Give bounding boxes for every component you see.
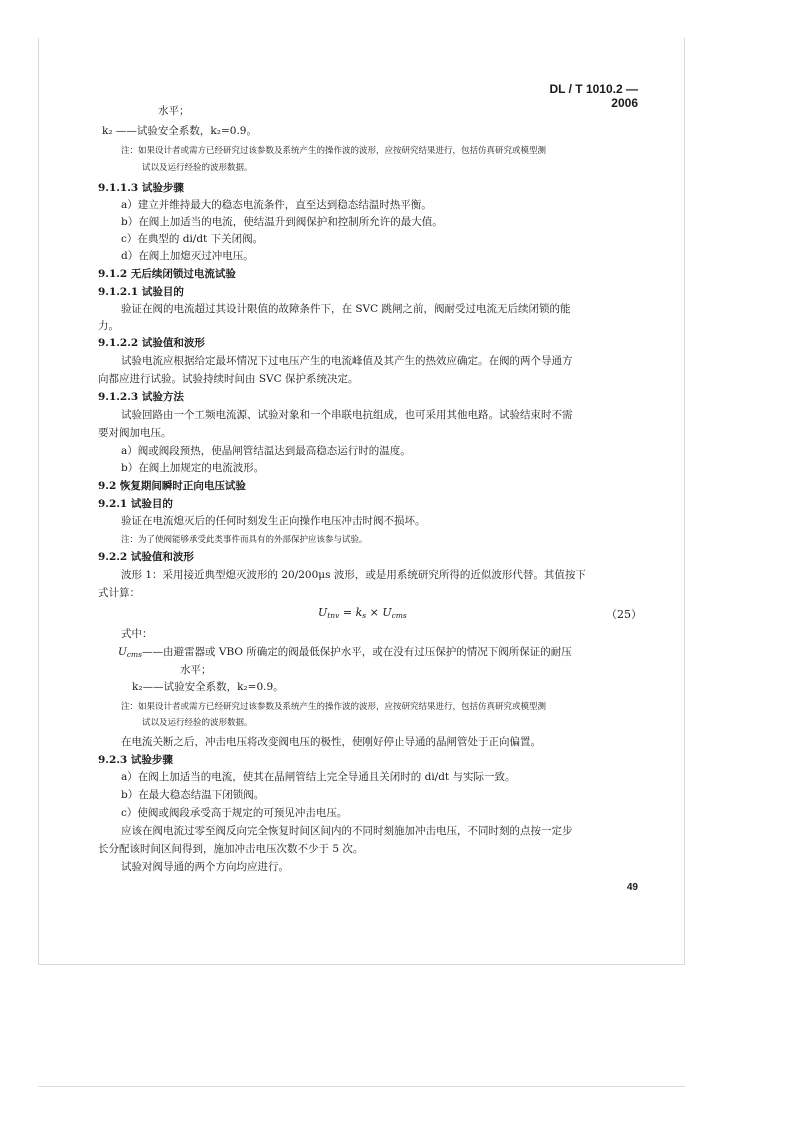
definition-line: k₂——试验安全系数，k₂=0.9。 (132, 681, 284, 693)
note-line: 注：为了使阀能够承受此类事件而具有的外部保护应该参与试验。 (121, 535, 368, 545)
text-line: k₂ ——试验安全系数，k₂=0.9。 (102, 125, 257, 137)
page-border-left (38, 38, 39, 964)
section-heading: 9.1.2 无后续闭锁过电流试验 (98, 268, 236, 280)
paragraph-line: 试验电流应根据给定最坏情况下过电压产生的电流峰值及其产生的热效应确定。在阀的两个导通方 (121, 355, 573, 367)
list-item: b）在阀上加适当的电流，使结温升到阀保护和控制所允许的最大值。 (121, 216, 443, 228)
paragraph-line: 向都应进行试验。试验持续时间由 SVC 保护系统决定。 (98, 373, 359, 385)
equation-k-subscript: s (362, 611, 367, 620)
page-border-right (684, 38, 685, 964)
list-item: a）阀或阀段预热，使晶闸管结温达到最高稳态运行时的温度。 (121, 445, 411, 457)
paragraph-line: 波形 1：采用接近典型熄灭波形的 20/200μs 波形，或是用系统研究所得的近似波形代替。其值按下 (121, 569, 586, 581)
paragraph-line: 应该在阀电流过零至阀反向完全恢复时间区间内的不同时刻施加冲击电压，不同时刻的点按一定步 (121, 825, 573, 837)
section-heading: 9.1.2.1 试验目的 (98, 286, 184, 298)
note-line: 试以及运行经验的波形数据。 (142, 718, 253, 728)
paragraph-line: 水平； (180, 664, 212, 676)
equation-operator: = k (339, 606, 363, 619)
list-item: b）在阀上加规定的电流波形。 (121, 462, 265, 474)
list-item: d）在阀上加熄灭过冲电压。 (121, 250, 254, 262)
paragraph-line: 试验对阀导通的两个方向均应进行。 (121, 861, 289, 873)
list-item: c）在典型的 di/dt 下关闭阀。 (121, 233, 264, 245)
equation-times: × U (366, 606, 392, 619)
document-id-header: DL / T 1010.2 — 2006 (549, 82, 638, 110)
list-item: a）在阀上加适当的电流，使其在晶闸管结上完全导通且关闭时的 di/dt 与实际一致。 (121, 771, 516, 783)
list-item: c）使阀或阀段承受高于规定的可预见冲击电压。 (121, 807, 348, 819)
section-heading: 9.2.1 试验目的 (98, 498, 173, 510)
definition-text: ——由避雷器或 VBO 所确定的阀最低保护水平，或在没有过压保护的情况下阀所保证的耐压 (142, 646, 572, 658)
paragraph-line: 力。 (98, 320, 119, 332)
note-line: 注：如果设计者或需方已经研究过该参数及系统产生的操作波的波形，应按研究结果进行，包括仿真研究或模型测 (121, 146, 547, 156)
page-border-bottom (38, 964, 685, 965)
definition-line (118, 645, 572, 662)
note-line: 注：如果设计者或需方已经研究过该参数及系统产生的操作波的波形，应按研究结果进行，包括仿真研究或模型测 (121, 702, 547, 712)
paragraph-line: 长分配该时间区间得到，施加冲击电压次数不少于 5 次。 (98, 843, 364, 855)
section-heading: 9.1.1.3 试验步骤 (98, 182, 184, 194)
page-number: 49 (626, 882, 638, 893)
paragraph-line: 验证在电流熄灭后的任何时刻发生正向操作电压冲击时阀不损坏。 (121, 515, 426, 527)
equation-lhs-subscript: tnv (327, 611, 340, 620)
section-heading: 9.1.2.3 试验方法 (98, 391, 184, 403)
section-heading: 9.2 恢复期间瞬时正向电压试验 (98, 480, 246, 492)
note-line: 试以及运行经验的波形数据。 (142, 163, 253, 173)
lower-divider (38, 1086, 685, 1087)
symbol-u-subscript: cms (126, 650, 143, 659)
list-item: a）建立并维持最大的稳态电流条件，直至达到稳态结温时热平衡。 (121, 199, 432, 211)
equation-25 (318, 606, 407, 620)
section-heading: 9.1.2.2 试验值和波形 (98, 337, 205, 349)
equation-number: （25） (606, 608, 642, 621)
paragraph-line: 验证在阀的电流超过其设计限值的故障条件下，在 SVC 跳闸之前，阀耐受过电流无后续闭锁的能 (121, 303, 571, 315)
symbol-u: U (118, 646, 127, 658)
list-item: b）在最大稳态结温下闭锁阀。 (121, 789, 265, 801)
section-heading: 9.2.3 试验步骤 (98, 754, 173, 766)
paragraph-line: 式计算： (98, 587, 140, 599)
paragraph-line: 试验回路由一个工频电流源、试验对象和一个串联电抗组成，也可采用其他电路。试验结束时不需 (121, 409, 573, 421)
paragraph-line: 在电流关断之后，冲击电压将改变阀电压的极性，使刚好停止导通的晶闸管处于正向偏置。 (121, 736, 541, 748)
paragraph-line: 要对阀加电压。 (98, 427, 172, 439)
paragraph-line: 式中： (121, 628, 153, 640)
equation-rhs-subscript: cms (391, 611, 407, 620)
text-line: 水平； (158, 105, 190, 117)
equation-lhs: U (318, 606, 328, 619)
section-heading: 9.2.2 试验值和波形 (98, 551, 194, 563)
